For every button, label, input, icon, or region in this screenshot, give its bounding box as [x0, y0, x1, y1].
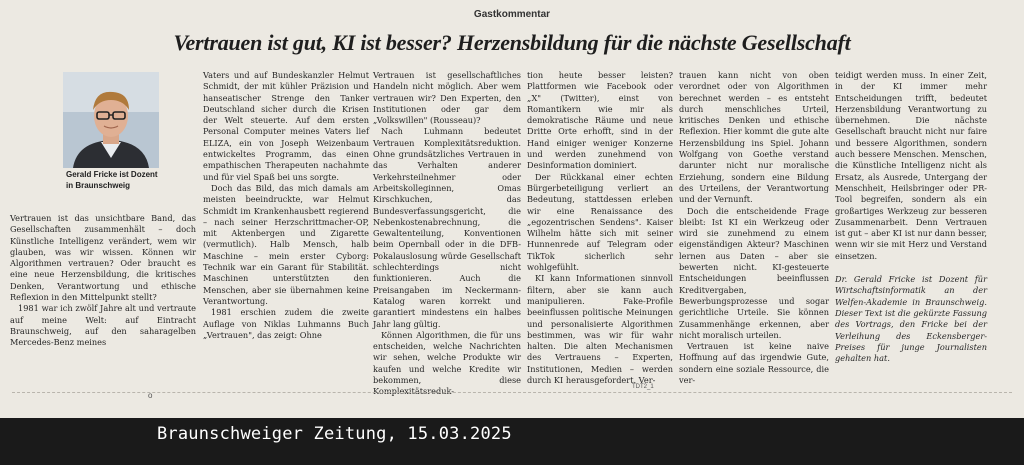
paragraph: Vaters und auf Bundeskanzler Helmut Schmidt, der mit kühler Präzision und hanseatischer Strenge den Tanker Deutschland sicher durch die Krisen der Welt steuerte. Auf dem ersten Personal Computer meines Vaters lief ELIZA, ein von Joseph Weizenbaum entwickeltes Programm, das einen empathischen Therapeuten nachahmte und für viel Spaß bei uns sorgte.	[203, 70, 369, 182]
paragraph: Doch das Bild, das mich damals am meisten beeindruckte, war Helmut Schmidt im Krankenhausbett regierend – nach seiner Herzschrittmacher-OP, mit Aktenbergen und Zigarette (vermutlich). Halb Mensch, halb Maschine – mein erster Cyborg: Technik war ein Garant für Stabilität. Maschinen unterstützten den Menschen, aber sie übernahmen keine Verantwortung.	[203, 182, 369, 306]
page-mark: o	[148, 391, 153, 400]
column-1	[10, 213, 196, 378]
paragraph: teidigt werden muss. In einer Zeit, in der KI immer mehr Entscheidungen trifft, bedeutet Herzensbildung Verantwortung zu übernehmen. Die nächste Gesellschaft braucht nicht nur faire und bessere Algorithmen, sondern auch bessere Menschen. Menschen, die Künstliche Intelligenz nicht als Ersatz, als Ausrede, Untergang der Menschheit, Heilsbringer oder PR-Tool begreifen, sondern als ein großartiges Werkzeug zur besseren Zusammenarbeit. Denn Vertrauen ist gut – aber KI ist nur dann besser, wenn wir sie mit Herz und Verstand einsetzen.	[835, 70, 987, 261]
column-6	[835, 70, 987, 378]
source-caption: Braunschweiger Zeitung, 15.03.2025	[157, 424, 512, 444]
author-byline	[66, 169, 186, 191]
paragraph: KI kann Informationen sinnvoll filtern, aber sie kann auch manipulieren. Fake-Profile beeinflussen politische Meinungen und personalisierte Algorithmen bestimmen, was wir für wahr halten. Die alten Mechanismen des Vertrauens – Experten, Institutionen, Medien – werden durch KI herausgefordert. Ver-	[527, 273, 673, 386]
paragraph: 1981 erschien zudem die zweite Auflage von Niklas Luhmanns Buch „Vertrauen", das zeigt: Ohne	[203, 307, 369, 340]
author-byline-line1: Gerald Fricke ist Dozent	[66, 170, 158, 179]
paragraph: 1981 war ich zwölf Jahre alt und vertraute auf meine Welt: auf Eintracht Braunschweig, auf den saharagelben Mercedes-Benz meines	[10, 303, 196, 348]
page-bottom-rule	[12, 392, 1012, 393]
column-2	[203, 70, 369, 378]
paragraph: tion heute besser leisten? Plattformen wie Facebook oder „X" (Twitter), einst von Romantikern wie mir als demokratische Räume und neue Dritte Orte erhofft, sind in der Hand einiger weniger Konzerne und werden zunehmend von Desinformation dominiert.	[527, 70, 673, 171]
column-3	[373, 70, 521, 397]
page-footmark: TDT2_1	[632, 384, 654, 390]
paragraph: Der Rückkanal einer echten Bürgerbeteiligung verliert an Bedeutung, stattdessen erleben wir eine Renaissance des „egozentrischen Sendens". Kaiser Wilhelm hätte sich mit seiner Hunnenrede auf Telegram oder TikTok sicherlich sehr wohlgefühlt.	[527, 171, 673, 273]
column-4	[527, 70, 673, 386]
paragraph: Nach Luhmann bedeutet Vertrauen Komplexitätsreduktion. Ohne grundsätzliches Vertrauen in das Verhalten anderer Verkehrsteilnehmer oder Arbeitskolleginnen, Omas Kirschkuchen, das Bundesverfassungsgericht, die Nebenkostenabrechnung, die Gewaltenteilung, Konventionen beim Opernball oder in die DFB-Pokalauslosung würde Gesellschaft schlechterdings nicht funktionieren. Auch die Preisangaben im Neckermann-Katalog waren korrekt und garantiert mindestens ein halbes Jahr lang gültig.	[373, 126, 521, 329]
author-byline-line2: in Braunschweig	[66, 181, 131, 190]
author-bio: Dr. Gerald Fricke ist Dozent für Wirtschaftsinformatik an der Welfen-Akademie in Braunschweig. Dieser Text ist die gekürzte Fassung des Vortrags, den Fricke bei der Verleihung des Eckensberger-Preises für junge Journalisten gehalten hat.	[835, 274, 987, 364]
paragraph: Vertrauen ist gesellschaftliches Handeln nicht möglich. Aber wem vertrauen wir? Den Experten, den Institutionen oder gar dem „Volkswillen" (Rousseau)?	[373, 70, 521, 126]
column-5	[679, 70, 829, 386]
paragraph: Vertrauen ist das unsichtbare Band, das Gesellschaften zusammenhält – doch Künstliche Intelligenz verändert, wem wir glauben, was wir wissen. Können wir Algorithmen vertrauen? Oder braucht es eine neue Herzensbildung, die kritisches Denken, Verantwortung und ethische Reflexion in den Mittelpunkt stellt?	[10, 213, 196, 303]
author-photo	[63, 72, 159, 168]
paragraph: Vertrauen ist keine naive Hoffnung auf das irgendwie Gute, sondern eine soziale Ressource, die ver-	[679, 341, 829, 386]
article-headline: Vertrauen ist gut, KI ist besser? Herzensbildung für die nächste Gesellschaft	[173, 30, 851, 55]
paragraph: Können Algorithmen, die für uns entscheiden, welche Nachrichten wir sehen, welche Produkte wir kaufen und welche Kredite wir bekommen, diese Komplexitätsreduk-	[373, 329, 521, 397]
section-kicker: Gastkommentar	[473, 9, 551, 20]
paragraph: trauen kann nicht von oben verordnet oder von Algorithmen berechnet werden – es entsteht durch menschliches Urteil, kritisches Denken und ethische Reflexion. Hier kommt die gute alte Herzensbildung ins Spiel. Johann Wolfgang von Goethe verstand darunter nicht nur moralische Erziehung, sondern eine Bildung des Urteilens, der Verantwortung und der Vernunft.	[679, 70, 829, 205]
paragraph: Doch die entscheidende Frage bleibt: Ist KI ein Werkzeug oder wird sie zunehmend zu einem eigenständigen Akteur? Maschinen lernen aus Daten – aber sie bewerten nicht. KI-gesteuerte Entscheidungen beeinflussen Kreditvergaben, Bewerbungsprozesse und sogar gerichtliche Urteile. Sie können Zusammenhänge erkennen, aber nicht moralisch urteilen.	[679, 205, 829, 340]
